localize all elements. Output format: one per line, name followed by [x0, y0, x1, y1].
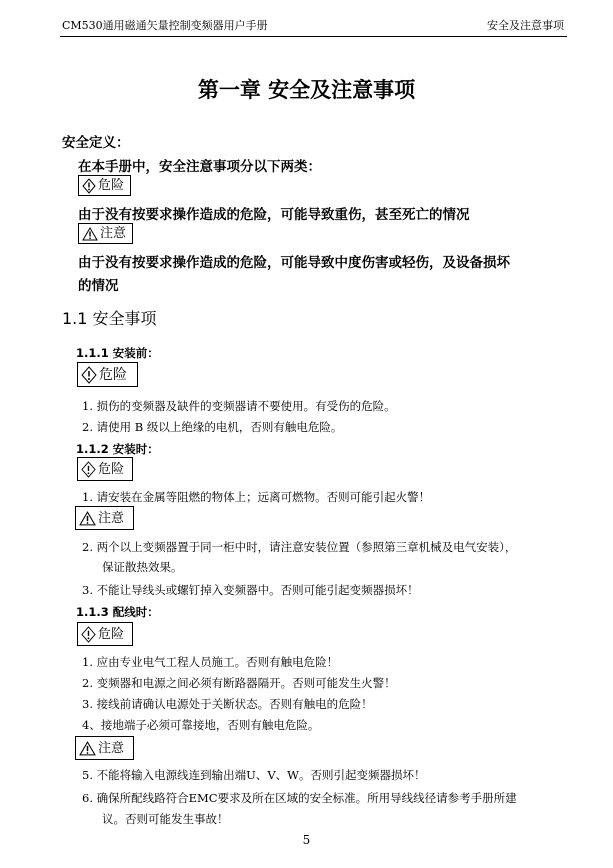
section-title: 1.1 安全事项 [62, 309, 157, 328]
list-item: 2. 请使用 B 级以上绝缘的电机，否则有触电危险。 [82, 420, 343, 434]
caution-label: 注意 [98, 740, 125, 756]
caution-description-line1: 由于没有按要求操作造成的危险，可能导致中度伤害或轻伤，及设备损坏 [78, 255, 510, 271]
caution-badge [78, 223, 133, 244]
caution-description-line2: 的情况 [78, 278, 119, 294]
safety-definition-heading: 安全定义： [62, 135, 130, 151]
danger-badge [77, 622, 133, 646]
subsection-heading-wiring: 1.1.3 配线时： [76, 605, 159, 619]
caution-badge [75, 736, 134, 760]
header-manual-title: CM530通用磁通矢量控制变频器用户手册 [62, 19, 268, 32]
danger-badge [78, 175, 131, 196]
warning-diamond-icon [82, 178, 96, 194]
warning-diamond-icon [81, 461, 96, 478]
list-item: 5. 不能将输入电源线连到输出端U、V、W。否则引起变频器损坏！ [82, 768, 426, 782]
list-item: 6. 确保所配线路符合EMC要求及所在区域的安全标准。所用导线线径请参考手册所建 [82, 791, 517, 805]
list-item: 1. 损伤的变频器及缺件的变频器请不要使用。有受伤的危险。 [82, 399, 396, 413]
warning-diamond-icon [81, 366, 97, 384]
header-divider [60, 36, 567, 37]
list-item: 1. 应由专业电气工程人员施工。否则有触电危险！ [82, 655, 339, 669]
danger-description: 由于没有按要求操作造成的危险，可能导致重伤，甚至死亡的情况 [78, 207, 470, 223]
safety-definition-lead: 在本手册中，安全注意事项分以下两类： [78, 159, 321, 175]
warning-diamond-icon [81, 626, 96, 643]
warning-triangle-icon [82, 227, 98, 241]
list-item-continuation: 议。否则可能发生事故！ [102, 812, 229, 826]
danger-label: 危险 [98, 178, 125, 193]
header-section-title: 安全及注意事项 [487, 19, 564, 32]
list-item: 3. 接线前请确认电源处于关断状态。否则有触电的危险！ [82, 697, 373, 711]
danger-badge [77, 362, 138, 387]
page-number: 5 [302, 833, 311, 847]
list-item: 4、接地端子必须可靠接地，否则有触电危险。 [82, 718, 320, 732]
caution-label: 注意 [98, 510, 125, 526]
list-item: 1. 请安装在金属等阻燃的物体上；远离可燃物。否则可能引起火警！ [82, 490, 431, 504]
list-item: 3. 不能让导线头或螺钉掉入变频器中。否则可能引起变频器损坏！ [82, 583, 419, 597]
warning-triangle-icon [79, 741, 96, 756]
caution-badge [75, 506, 134, 530]
list-item: 2. 两个以上变频器置于同一柜中时，请注意安装位置（参照第三章机械及电气安装）， [82, 540, 517, 554]
subsection-heading-before-install: 1.1.1 安装前： [76, 346, 159, 360]
chapter-title: 第一章 安全及注意事项 [197, 78, 416, 102]
list-item-continuation: 保证散热效果。 [102, 560, 183, 574]
warning-triangle-icon [79, 511, 96, 526]
danger-label: 危险 [98, 461, 125, 477]
caution-label: 注意 [100, 226, 127, 241]
subsection-heading-during-install: 1.1.2 安装时： [76, 442, 159, 456]
danger-label: 危险 [98, 626, 125, 642]
danger-badge [77, 457, 133, 481]
list-item: 2. 变频器和电源之间必须有断路器隔开。否则可能发生火警！ [82, 676, 396, 690]
danger-label: 危险 [99, 366, 127, 383]
